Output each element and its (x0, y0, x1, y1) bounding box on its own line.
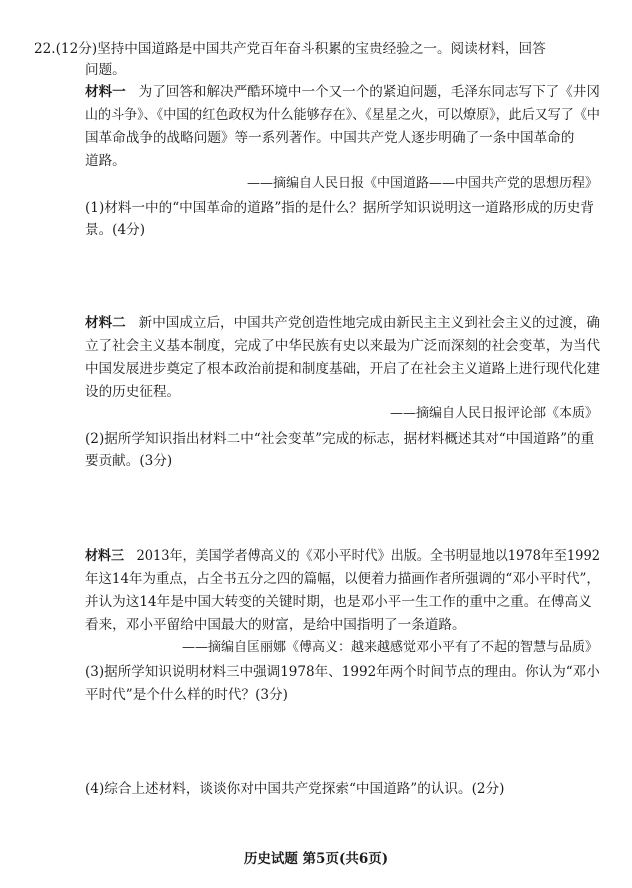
material1-label: 材料一 (85, 84, 126, 100)
material1-line-4: 道路。 (85, 153, 126, 169)
material3-line-1 (85, 547, 600, 565)
question-prompt: (12分)坚持中国道路是中国共产党百年奋斗积累的宝贵经验之一。阅读材料，回答 (55, 41, 546, 57)
question-prompt-cont: 问题。 (85, 62, 126, 78)
material3-line-4: 看来，邓小平留给中国最大的财富，是给中国指明了一条道路。 (85, 617, 466, 633)
material2-line-1 (85, 314, 600, 332)
material3-source: ——摘编自匡丽娜《傅高义：越来越感觉邓小平有了不起的智慧与品质》 (181, 640, 598, 655)
material3-label: 材料三 (85, 548, 125, 564)
q1-line-1: (1)材料一中的“中国革命的道路”指的是什么？据所学知识说明这一道路形成的历史背 (85, 200, 594, 216)
q4-line-1: (4)综合上述材料，谈谈你对中国共产党探索“中国道路”的认识。(2分) (85, 781, 505, 797)
material3-line-2: 年这14年为重点，占全书五分之四的篇幅，以便着力描画作者所强调的“邓小平时代”， (85, 571, 600, 587)
material2-text-1: 新中国成立后，中国共产党创造性地完成由新民主主义到社会主义的过渡，确 (138, 315, 600, 331)
q2-line-1: (2)据所学知识指出材料二中“社会变革”完成的标志，据材料概述其对“中国道路”的重 (85, 431, 595, 447)
material2-label: 材料二 (85, 315, 126, 331)
question-22-header (34, 40, 546, 58)
material1-line-2: 山的斗争》、《中国的红色政权为什么能够存在》、《星星之火，可以燎原》，此后又写了《中 (85, 107, 600, 123)
page-footer: 历史试题 第5页(共6页) (243, 851, 389, 867)
q2-line-2: 要贡献。(3分) (85, 453, 173, 469)
material3-line-3: 并认为这14年是中国大转变的关键时期，也是邓小平一生工作的重中之重。在傅高义 (85, 594, 592, 610)
material1-line-1 (85, 83, 600, 101)
q3-line-1: (3)据所学知识说明材料三中强调1978年、1992年两个时间节点的理由。你认为“邓小 (85, 664, 600, 680)
q1-line-2: 景。(4分) (85, 222, 146, 238)
material1-line-3: 国革命战争的战略问题》等一系列著作。中国共产党人逐步明确了一条中国革命的 (85, 130, 575, 146)
question-number: 22. (34, 41, 56, 57)
material1-text-1: 为了回答和解决严酷环境中一个又一个的紧迫问题，毛泽东同志写下了《井冈 (138, 84, 600, 100)
material2-line-4: 设的历史征程。 (85, 384, 181, 400)
material2-source: ——摘编自人民日报评论部《本质》 (389, 406, 598, 421)
material1-source: ——摘编自人民日报《中国道路——中国共产党的思想历程》 (246, 176, 598, 191)
material3-text-1: 2013年，美国学者傅高义的《邓小平时代》出版。全书明显地以1978年至1992 (136, 548, 601, 564)
q3-line-2: 平时代”是个什么样的时代？(3分) (85, 687, 288, 703)
material2-line-2: 立了社会主义基本制度，完成了中华民族有史以来最为广泛而深刻的社会变革，为当代 (85, 338, 601, 354)
material2-line-3: 中国发展进步奠定了根本政治前提和制度基础，开启了在社会主义道路上进行现代化建 (85, 361, 601, 377)
